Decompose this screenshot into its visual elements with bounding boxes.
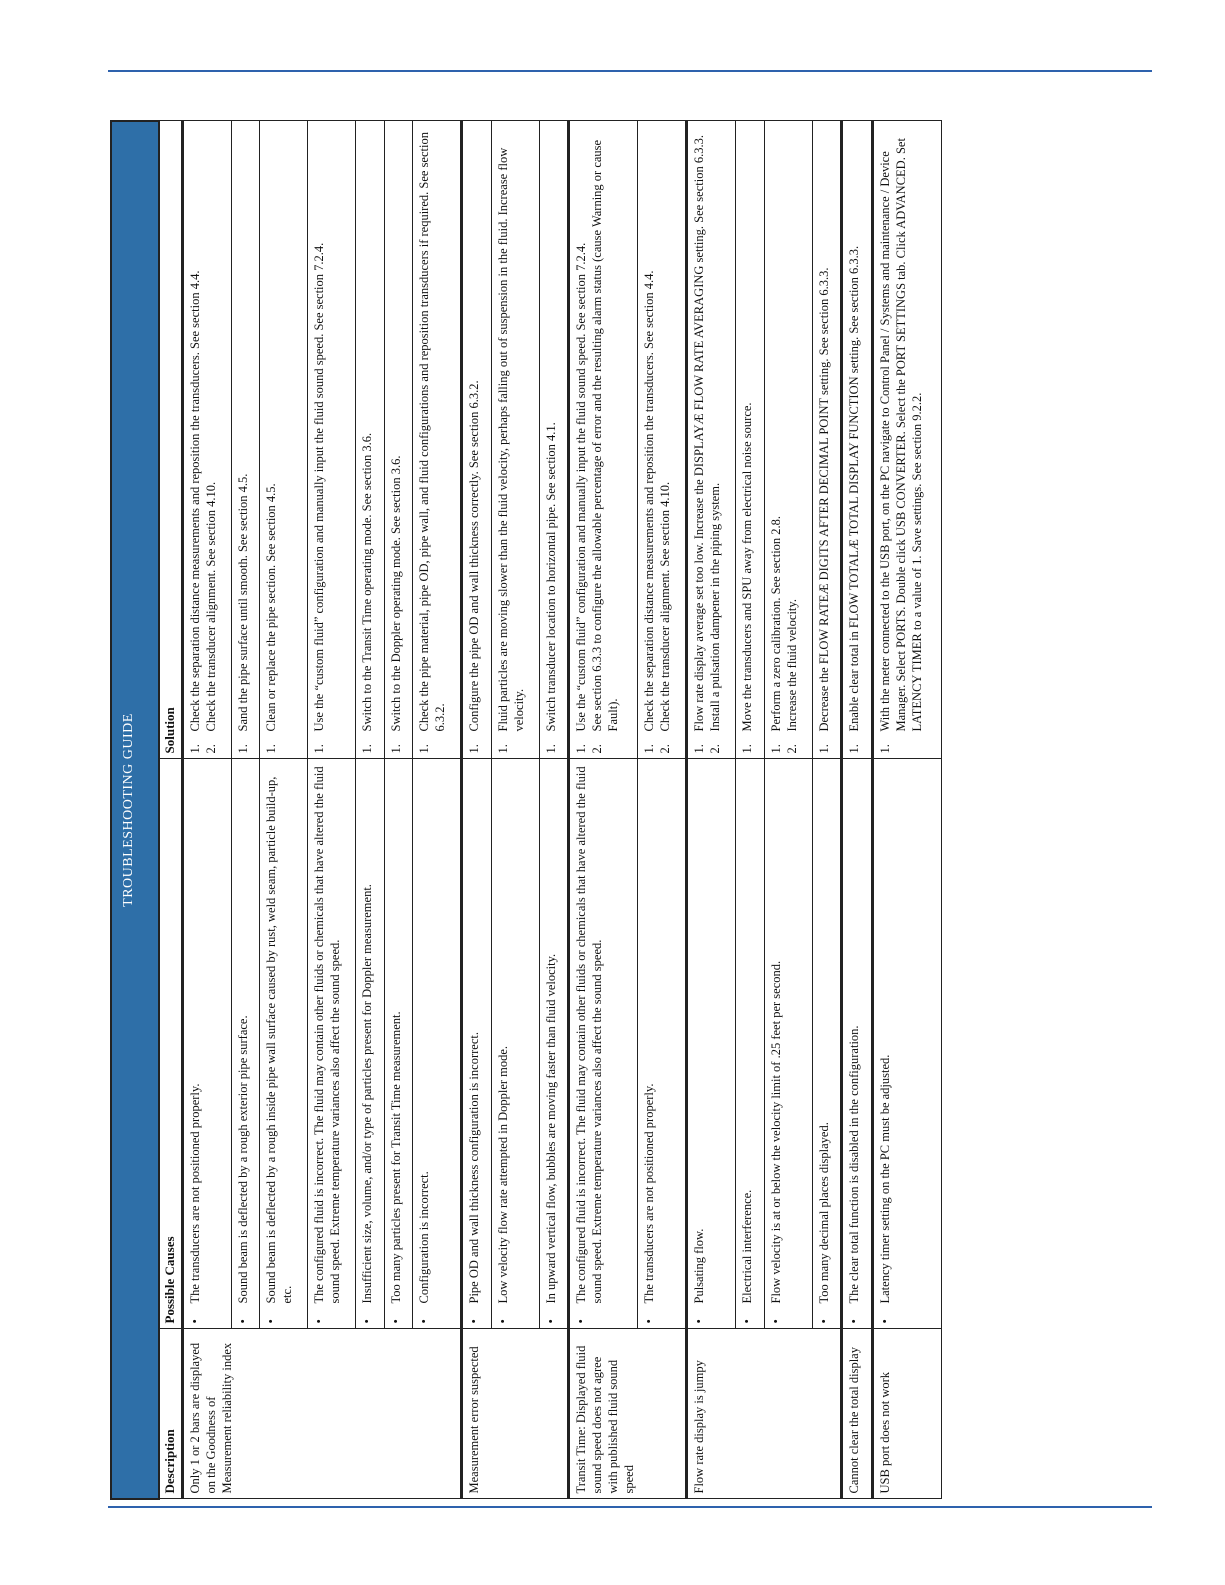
solution-item <box>388 127 404 754</box>
solution-cell <box>491 121 539 759</box>
solution-item <box>589 127 621 754</box>
cause-cell <box>462 759 492 1329</box>
cause-item <box>388 765 404 1324</box>
solution-text: Switch to the Transit Time operating mode. See section 3.6. <box>360 432 375 732</box>
solution-text: See section 6.3.3 to configure the allowable percentage of error and the resulting alarm status (cause Warning or cause Fault). <box>590 139 621 732</box>
cause-text: Latency timer setting on the PC must be adjusted. <box>877 1054 892 1304</box>
solution-number: 1. <box>543 744 558 754</box>
cause-text: Too many decimal places displayed. <box>816 1122 831 1304</box>
table-row <box>842 121 873 1499</box>
cause-item <box>187 765 203 1324</box>
solution-cell <box>687 121 736 759</box>
solution-number: 1. <box>188 744 202 754</box>
bullet-icon: • <box>188 1319 202 1324</box>
cause-cell <box>812 759 842 1329</box>
table-row <box>356 121 384 1499</box>
cause-cell <box>764 759 812 1329</box>
cause-cell <box>232 759 260 1329</box>
footer-rule <box>108 1506 1152 1508</box>
solution-item <box>235 127 251 754</box>
table-row <box>764 121 812 1499</box>
bullet-icon: • <box>416 1319 431 1324</box>
cause-cell <box>569 759 638 1329</box>
bullet-icon: • <box>574 1319 589 1324</box>
solution-cell <box>308 121 356 759</box>
cause-text: Pipe OD and wall thickness configuration is incorrect. <box>467 1032 482 1304</box>
solution-number: 1. <box>416 744 431 754</box>
table-body <box>183 121 942 1499</box>
table-row <box>638 121 687 1499</box>
table-row <box>812 121 842 1499</box>
solution-cell <box>539 121 569 759</box>
bullet-icon: • <box>740 1319 755 1324</box>
solution-text: Switch transducer location to horizontal pipe. See section 4.1. <box>543 422 558 732</box>
solution-number: 2. <box>590 744 605 754</box>
solution-number: 1. <box>236 744 251 754</box>
solution-item <box>784 127 800 754</box>
cause-item <box>263 765 295 1324</box>
bullet-icon: • <box>312 1319 327 1324</box>
solution-cell <box>736 121 764 759</box>
cause-text: The configured fluid is incorrect. The fluid may contain other fluids or chemicals that have altered the fluid sound speed. Extreme temperature variances also affect the sound speed. <box>574 766 605 1304</box>
cause-cell <box>491 759 539 1329</box>
description-cell: Transit Time: Displayed fluid sound speed does not agree with published fluid sound speed <box>569 1329 687 1499</box>
table-row <box>687 121 736 1499</box>
bullet-icon: • <box>360 1319 375 1324</box>
bullet-icon: • <box>495 1319 510 1324</box>
solution-text: Check the separation distance measurements and reposition the transducers. See section 4.4. <box>642 270 657 732</box>
cause-text: Configuration is incorrect. <box>416 1171 431 1304</box>
solution-item <box>707 127 723 754</box>
table-row <box>260 121 308 1499</box>
description-cell: Cannot clear the total display <box>842 1329 873 1499</box>
solution-cell <box>232 121 260 759</box>
cause-item <box>543 765 559 1324</box>
cause-item <box>768 765 784 1324</box>
cause-text: Low velocity flow rate attempted in Doppler mode. <box>495 1045 510 1304</box>
column-header-description: Description <box>159 1329 183 1499</box>
solution-number: 2. <box>708 744 723 754</box>
solution-item <box>641 127 657 754</box>
description-cell: Flow rate display is jumpy <box>687 1329 842 1499</box>
table-row <box>183 121 232 1499</box>
solution-item <box>846 127 862 754</box>
table-row <box>232 121 260 1499</box>
solution-text: Enable clear total in FLOW TOTALÆ TOTAL DISPLAY FUNCTION setting. See section 6.3.3. <box>847 245 862 732</box>
solution-number: 2. <box>784 744 799 754</box>
cause-item <box>416 765 432 1324</box>
solution-item <box>359 127 375 754</box>
solution-item <box>187 127 203 754</box>
cause-cell <box>736 759 764 1329</box>
column-header-solution: Solution <box>159 121 183 759</box>
cause-item <box>816 765 832 1324</box>
bullet-icon: • <box>847 1319 862 1324</box>
solution-text: Move the transducers and SPU away from electrical noise source. <box>740 402 755 732</box>
solution-cell <box>462 121 492 759</box>
solution-text: Check the transducer alignment. See section 4.10. <box>204 481 218 732</box>
description-cell: USB port does not work <box>872 1329 941 1499</box>
solution-cell <box>842 121 873 759</box>
solution-number: 1. <box>642 744 657 754</box>
solution-number: 1. <box>312 744 327 754</box>
cause-text: Too many particles present for Transit Time measurement. <box>388 1011 403 1304</box>
solution-cell <box>183 121 232 759</box>
cause-text: Flow velocity is at or below the velocity limit of .25 feet per second. <box>768 960 783 1304</box>
solution-number: 1. <box>847 744 862 754</box>
solution-item <box>263 127 279 754</box>
solution-number: 1. <box>264 744 279 754</box>
solution-item <box>657 127 673 754</box>
solution-text: Sand the pipe surface until smooth. See section 4.5. <box>236 473 251 732</box>
cause-item <box>877 765 893 1324</box>
solution-text: Check the separation distance measurements and reposition the transducers. See section 4.4. <box>188 270 202 732</box>
cause-text: The transducers are not positioned properly. <box>188 1083 202 1304</box>
bullet-icon: • <box>264 1319 279 1324</box>
table-title: TROUBLESHOOTING GUIDE <box>111 121 159 1499</box>
cause-text: Pulsating flow. <box>692 1228 707 1304</box>
solution-number: 1. <box>768 744 783 754</box>
cause-text: The clear total function is disabled in the configuration. <box>847 1025 862 1304</box>
solution-text: Use the “custom fluid” configuration and manually input the fluid sound speed. See section 7.2.4. <box>312 242 327 732</box>
cause-item <box>573 765 605 1324</box>
solution-item <box>543 127 559 754</box>
cause-text: Insufficient size, volume, and/or type of particles present for Doppler measurement. <box>360 884 375 1304</box>
table-row <box>539 121 569 1499</box>
solution-number: 1. <box>816 744 831 754</box>
solution-cell <box>638 121 687 759</box>
description-cell: Measurement error suspected <box>462 1329 569 1499</box>
solution-item <box>466 127 482 754</box>
cause-cell <box>638 759 687 1329</box>
solution-number: 1. <box>877 744 892 754</box>
header-rule <box>108 70 1152 72</box>
cause-item <box>359 765 375 1324</box>
solution-text: Check the pipe material, pipe OD, pipe wall, and fluid configurations and reposition transducers if required. See section 6.3.2. <box>416 132 447 732</box>
solution-item <box>203 127 219 754</box>
cause-cell <box>260 759 308 1329</box>
solution-text: Switch to the Doppler operating mode. See section 3.6. <box>388 455 403 732</box>
bullet-icon: • <box>543 1319 558 1324</box>
solution-item <box>573 127 589 754</box>
cause-item <box>641 765 657 1324</box>
solution-cell <box>812 121 842 759</box>
solution-text: Check the transducer alignment. See section 4.10. <box>658 481 673 732</box>
cause-item <box>466 765 482 1324</box>
rotated-page-content <box>110 120 942 1500</box>
solution-text: Decrease the FLOW RATEÆ DIGITS AFTER DECIMAL POINT setting. See section 6.3.3. <box>816 267 831 732</box>
solution-text: Fluid particles are moving slower than the fluid velocity, perhaps falling out of suspension in the fluid. Increase flow velocity. <box>495 147 526 732</box>
solution-text: Clean or replace the pipe section. See section 4.5. <box>264 483 279 732</box>
table-row <box>569 121 638 1499</box>
solution-number: 1. <box>740 744 755 754</box>
solution-cell <box>569 121 638 759</box>
table-row <box>736 121 764 1499</box>
cause-cell <box>308 759 356 1329</box>
solution-text: With the meter connected to the USB port, on the PC navigate to Control Panel / Systems and maintenance / Device Manager. Select PORTS. Double click USB CONVERTER. Select the PORT SETTINGS tab. Click ADVANCED. Set LATENCY TIMER to a value of 1. Save settings. See section 9.2.2. <box>877 138 924 732</box>
cause-cell <box>412 759 461 1329</box>
solution-number: 1. <box>574 744 589 754</box>
solution-item <box>691 127 707 754</box>
solution-number: 1. <box>495 744 510 754</box>
table-row <box>384 121 412 1499</box>
solution-number: 2. <box>204 744 218 754</box>
cause-text: The configured fluid is incorrect. The fluid may contain other fluids or chemicals that have altered the fluid sound speed. Extreme temperature variances also affect the sound speed. <box>312 766 343 1304</box>
table-row <box>308 121 356 1499</box>
solution-item <box>816 127 832 754</box>
solution-number: 1. <box>692 744 707 754</box>
bullet-icon: • <box>642 1319 657 1324</box>
solution-number: 1. <box>467 744 482 754</box>
cause-item <box>846 765 862 1324</box>
solution-item <box>495 127 527 754</box>
bullet-icon: • <box>236 1319 251 1324</box>
cause-item <box>495 765 511 1324</box>
solution-item <box>877 127 925 754</box>
bullet-icon: • <box>816 1319 831 1324</box>
solution-item <box>768 127 784 754</box>
bullet-icon: • <box>692 1319 707 1324</box>
bullet-icon: • <box>388 1319 403 1324</box>
solution-cell <box>764 121 812 759</box>
solution-item <box>311 127 327 754</box>
solution-item <box>739 127 755 754</box>
solution-number: 2. <box>658 744 673 754</box>
column-header-causes: Possible Causes <box>159 759 183 1329</box>
table-row <box>491 121 539 1499</box>
solution-number: 1. <box>360 744 375 754</box>
table-row <box>412 121 461 1499</box>
solution-text: Flow rate display average set too low. Increase the DISPLAYÆ FLOW RATE AVERAGING setting. See section 6.3.3. <box>692 135 707 732</box>
troubleshooting-table <box>110 120 942 1500</box>
solution-cell <box>872 121 941 759</box>
cause-cell <box>539 759 569 1329</box>
cause-item <box>739 765 755 1324</box>
solution-cell <box>412 121 461 759</box>
cause-text: In upward vertical flow, bubbles are moving faster than fluid velocity. <box>543 953 558 1304</box>
cause-cell <box>183 759 232 1329</box>
solution-text: Use the “custom fluid” configuration and manually input the fluid sound speed. See section 7.2.4. <box>574 242 589 732</box>
bullet-icon: • <box>877 1319 892 1324</box>
solution-text: Perform a zero calibration. See section 2.8. <box>768 515 783 732</box>
bullet-icon: • <box>768 1319 783 1324</box>
cause-text: Sound beam is deflected by a rough exterior pipe surface. <box>236 1015 251 1304</box>
table-row <box>462 121 492 1499</box>
solution-text: Configure the pipe OD and wall thickness correctly. See section 6.3.2. <box>467 380 482 732</box>
solution-cell <box>356 121 384 759</box>
cause-cell <box>872 759 941 1329</box>
bullet-icon: • <box>467 1319 482 1324</box>
cause-item <box>311 765 343 1324</box>
cause-cell <box>687 759 736 1329</box>
solution-item <box>416 127 448 754</box>
solution-text: Install a pulsation dampener in the piping system. <box>708 482 723 732</box>
solution-text: Increase the fluid velocity. <box>784 599 799 732</box>
cause-item <box>235 765 251 1324</box>
cause-cell <box>842 759 873 1329</box>
cause-cell <box>356 759 384 1329</box>
cause-item <box>691 765 707 1324</box>
solution-number: 1. <box>388 744 403 754</box>
solution-cell <box>384 121 412 759</box>
cause-text: Electrical interference. <box>740 1189 755 1304</box>
solution-cell <box>260 121 308 759</box>
description-cell: Only 1 or 2 bars are displayed on the Goodness of Measurement reliability index <box>183 1329 462 1499</box>
cause-cell <box>384 759 412 1329</box>
table-row <box>872 121 941 1499</box>
cause-text: The transducers are not positioned properly. <box>642 1083 657 1304</box>
cause-text: Sound beam is deflected by a rough inside pipe wall surface caused by rust, weld seam, particle build-up, etc. <box>264 776 295 1304</box>
